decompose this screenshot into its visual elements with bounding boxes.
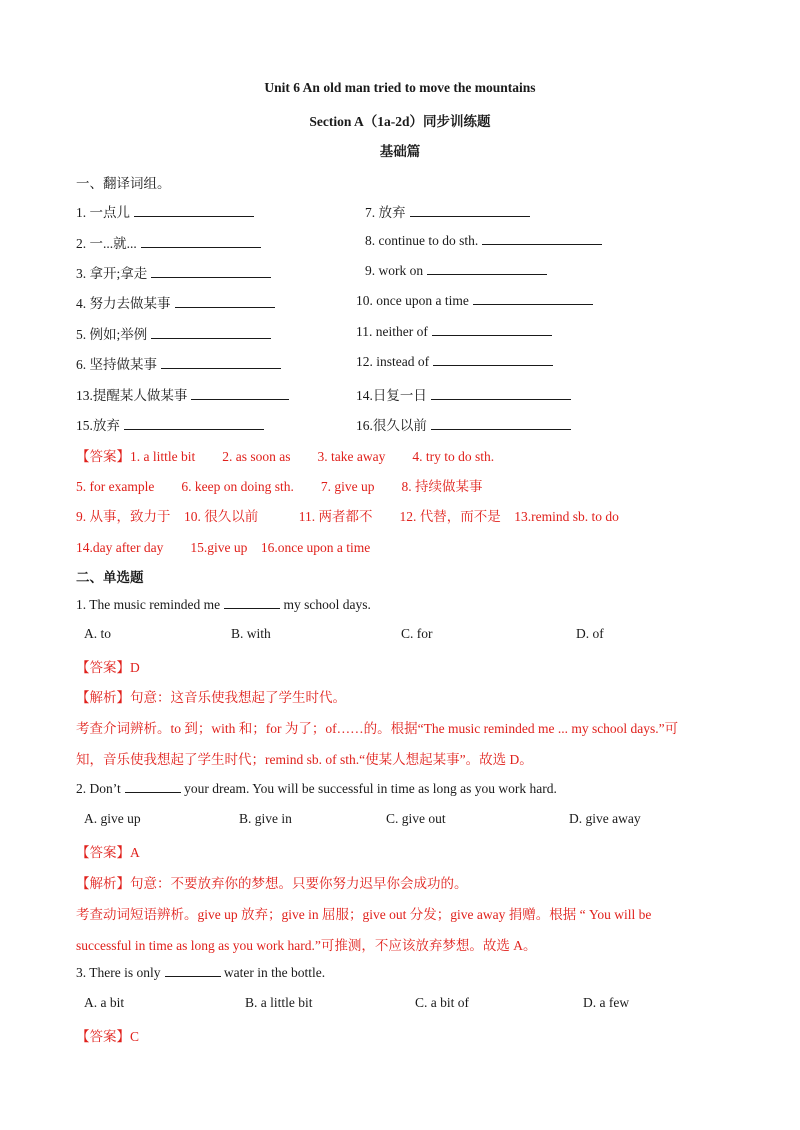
part1-heading: 一、翻译词组。 bbox=[76, 176, 171, 191]
translation-item bbox=[76, 414, 264, 434]
translation-item-label: 7. 放弃 bbox=[365, 205, 406, 220]
answer-blank[interactable] bbox=[151, 326, 271, 339]
translation-item bbox=[76, 201, 254, 221]
question-3-stem-start: 3. There is only bbox=[76, 965, 161, 980]
question-3-answer: 【答案】C bbox=[76, 1029, 140, 1044]
question-1-option-d: D. of bbox=[576, 626, 604, 641]
translation-item bbox=[76, 353, 281, 373]
answer-line-4: 14.day after day 15.give up 16.once upon a time bbox=[76, 540, 371, 555]
translation-item bbox=[356, 353, 553, 370]
answer-blank[interactable] bbox=[141, 235, 261, 248]
question-3-stem bbox=[76, 964, 325, 981]
question-2-blank bbox=[125, 780, 181, 793]
answer-blank[interactable] bbox=[410, 204, 530, 217]
question-3-option-d: D. a few bbox=[583, 995, 630, 1010]
translation-item-label: 2. 一...就... bbox=[76, 236, 137, 251]
question-2-stem bbox=[76, 780, 557, 797]
translation-item-label: 9. work on bbox=[365, 263, 424, 278]
question-3-option-a: A. a bit bbox=[84, 995, 125, 1010]
translation-item-label: 6. 坚持做某事 bbox=[76, 357, 157, 372]
translation-item-label: 5. 例如;举例 bbox=[76, 327, 148, 342]
answer-blank[interactable] bbox=[431, 417, 571, 430]
question-1-option-a: A. to bbox=[84, 626, 111, 641]
question-1-option-c: C. for bbox=[401, 626, 433, 641]
answer-blank[interactable] bbox=[427, 262, 547, 275]
translation-item bbox=[76, 292, 275, 312]
answer-blank[interactable] bbox=[191, 387, 289, 400]
question-1-answer: 【答案】D bbox=[76, 660, 140, 675]
translation-item-label: 3. 拿开;拿走 bbox=[76, 266, 148, 281]
question-3-option-c: C. a bit of bbox=[415, 995, 469, 1010]
question-1-explain-1: 考查介词辨析。to 到；with 和；for 为了；of……的。根据“The music reminded me ... my school days.”可 bbox=[76, 721, 679, 736]
question-2-explain-2: successful in time as long as you work hard.”可推测，不应该放弃梦想。故选 A。 bbox=[76, 938, 537, 953]
translation-item-label: 8. continue to do sth. bbox=[365, 233, 479, 248]
question-1-stem-start: 1. The music reminded me bbox=[76, 597, 221, 612]
translation-item-label: 15.放弃 bbox=[76, 418, 120, 433]
translation-item bbox=[76, 232, 261, 252]
translation-item bbox=[356, 292, 593, 309]
question-3-blank bbox=[165, 964, 221, 977]
question-2-stem-start: 2. Don’t bbox=[76, 781, 121, 796]
question-2-option-c: C. give out bbox=[386, 811, 446, 826]
question-2-stem-end: your dream. You will be successful in time as long as you work hard. bbox=[184, 781, 557, 796]
question-3-stem-end: water in the bottle. bbox=[223, 965, 326, 980]
question-2-option-b: B. give in bbox=[239, 811, 292, 826]
question-2-analysis: 【解析】句意：不要放弃你的梦想。只要你努力迟早你会成功的。 bbox=[76, 876, 468, 891]
answer-blank[interactable] bbox=[431, 387, 571, 400]
translation-item bbox=[365, 201, 530, 221]
document-title: Unit 6 An old man tried to move the mountains bbox=[264, 80, 536, 95]
translation-item bbox=[365, 262, 547, 279]
question-1-stem-end: my school days. bbox=[283, 597, 371, 612]
part2-heading: 二、单选题 bbox=[76, 570, 144, 585]
translation-item bbox=[356, 384, 571, 404]
level-label: 基础篇 bbox=[379, 144, 421, 159]
section-subtitle: Section A（1a-2d）同步训练题 bbox=[309, 114, 491, 129]
answer-blank[interactable] bbox=[473, 292, 593, 305]
answer-blank[interactable] bbox=[482, 232, 602, 245]
question-2-answer: 【答案】A bbox=[76, 845, 140, 860]
question-3-option-b: B. a little bit bbox=[245, 995, 313, 1010]
question-1-stem bbox=[76, 596, 371, 613]
answer-blank[interactable] bbox=[134, 204, 254, 217]
answer-line-3: 9. 从事，致力于 10. 很久以前 11. 两者都不 12. 代替，而不是 13.remind sb. to do bbox=[76, 509, 619, 524]
translation-item bbox=[356, 414, 571, 434]
answer-blank[interactable] bbox=[151, 265, 271, 278]
translation-item bbox=[76, 323, 271, 343]
translation-item bbox=[76, 262, 271, 282]
translation-item-label: 16.很久以前 bbox=[356, 418, 427, 433]
answer-line-1: 【答案】1. a little bit 2. as soon as 3. take away 4. try to do sth. bbox=[76, 449, 495, 464]
question-2-option-d: D. give away bbox=[569, 811, 641, 826]
translation-item-label: 1. 一点儿 bbox=[76, 205, 130, 220]
question-2-option-a: A. give up bbox=[84, 811, 141, 826]
translation-item-label: 4. 努力去做某事 bbox=[76, 296, 171, 311]
question-1-analysis: 【解析】句意：这音乐使我想起了学生时代。 bbox=[76, 690, 346, 705]
translation-item-label: 12. instead of bbox=[356, 354, 430, 369]
translation-item-label: 13.提醒某人做某事 bbox=[76, 388, 188, 403]
translation-item bbox=[365, 232, 602, 249]
translation-item-label: 10. once upon a time bbox=[356, 293, 469, 308]
question-2-explain-1: 考查动词短语辨析。give up 放弃；give in 屈服；give out 分发；give away 捐赠。根据 “ You will be bbox=[76, 907, 652, 922]
translation-item bbox=[356, 323, 552, 340]
answer-line-2: 5. for example 6. keep on doing sth. 7. give up 8. 持续做某事 bbox=[76, 479, 483, 494]
answer-blank[interactable] bbox=[432, 323, 552, 336]
translation-item bbox=[76, 384, 289, 404]
translation-item-label: 11. neither of bbox=[356, 324, 428, 339]
question-1-explain-2: 知，音乐使我想起了学生时代；remind sb. of sth.“使某人想起某事”。故选 D。 bbox=[76, 752, 533, 767]
answer-blank[interactable] bbox=[124, 417, 264, 430]
answer-blank[interactable] bbox=[161, 356, 281, 369]
answer-blank[interactable] bbox=[175, 295, 275, 308]
answer-blank[interactable] bbox=[433, 353, 553, 366]
question-1-blank bbox=[224, 596, 280, 609]
question-1-option-b: B. with bbox=[231, 626, 271, 641]
translation-item-label: 14.日复一日 bbox=[356, 388, 427, 403]
